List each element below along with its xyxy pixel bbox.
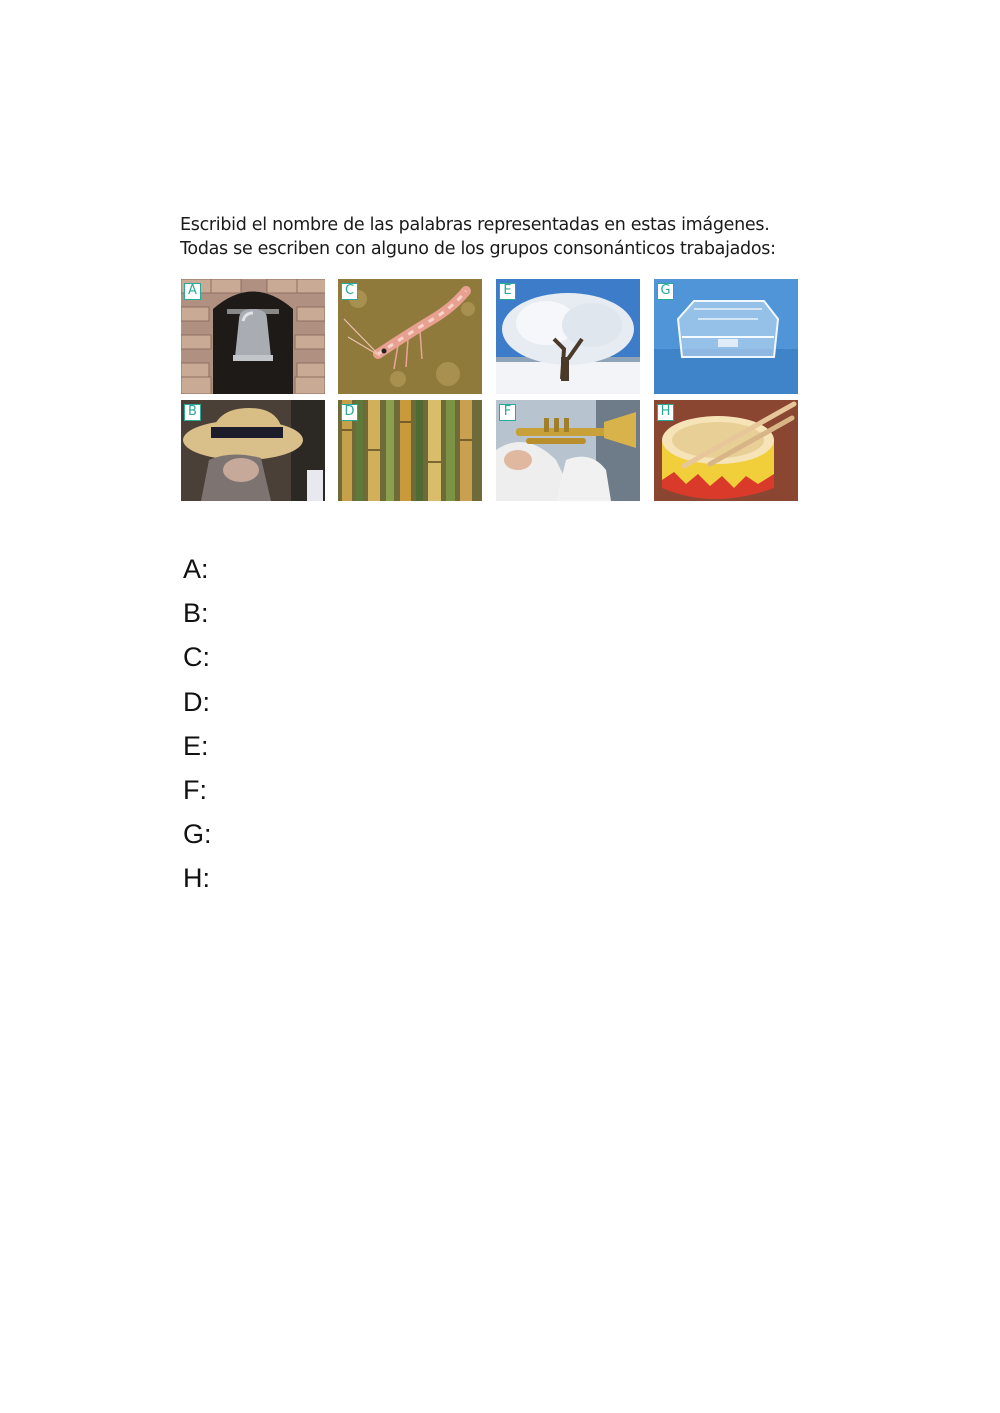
badge-b: B: [184, 404, 201, 421]
image-b-hat: [181, 400, 325, 501]
answer-label-a: A:: [183, 554, 209, 584]
image-d-bamboo: [338, 400, 482, 501]
badge-c: C: [341, 283, 358, 300]
badge-g: G: [657, 283, 674, 300]
image-g-plastic-container: [654, 279, 798, 394]
instructions-line-2: Todas se escriben con alguno de los grupos consonánticos trabajados:: [180, 239, 776, 259]
badge-h: H: [657, 404, 674, 421]
answer-label-b: B:: [183, 598, 209, 629]
image-h-drum: [654, 400, 798, 501]
image-a-bell: [181, 279, 325, 394]
badge-a: A: [184, 283, 201, 300]
image-e-snowy-tree: [496, 279, 640, 394]
answer-label-c: C:: [183, 642, 210, 673]
image-c-shrimp: [338, 279, 482, 394]
answer-label-d: D:: [183, 686, 210, 717]
instructions: [180, 213, 820, 261]
answer-label-e: E:: [183, 730, 209, 761]
answer-label-f: F:: [183, 774, 207, 805]
image-f-trumpet: [496, 400, 640, 501]
answer-label-g: G:: [183, 819, 212, 850]
badge-e: E: [499, 283, 516, 300]
answer-list: [183, 552, 212, 906]
answer-label-h: H:: [183, 863, 210, 894]
badge-d: D: [341, 404, 358, 421]
badge-f: F: [499, 404, 516, 421]
instructions-line-1: Escribid el nombre de las palabras representadas en estas imágenes.: [180, 215, 770, 235]
